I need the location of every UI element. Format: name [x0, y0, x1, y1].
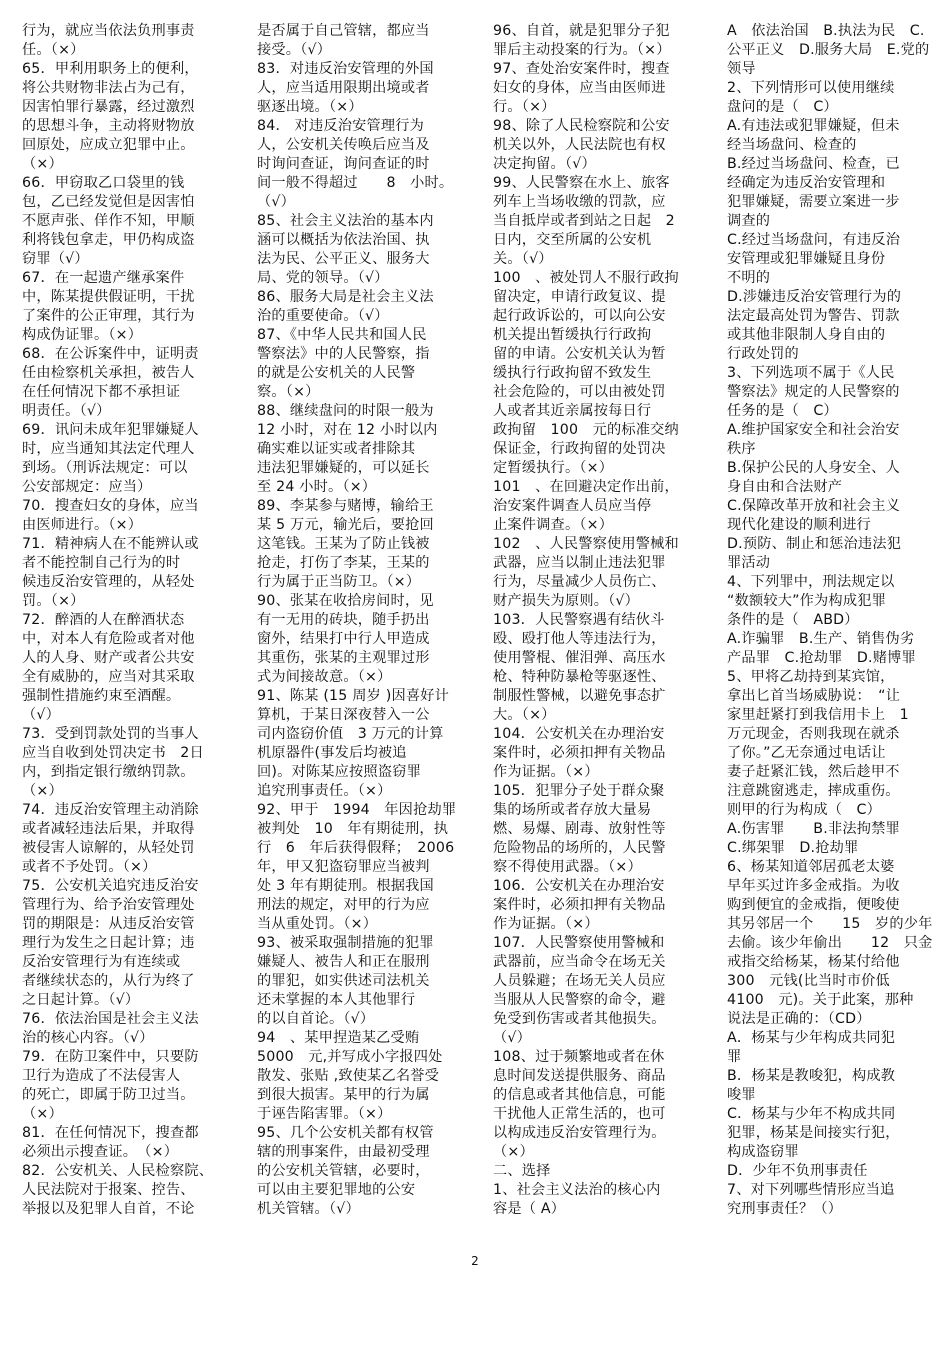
- text-line: 理行为发生之日起计算；违: [22, 935, 195, 951]
- text-line: 行政处罚的: [727, 346, 799, 362]
- text-line: 法定最高处罚为警告、罚款: [727, 308, 900, 324]
- text-line: 任由检察机关承担，被告人: [22, 365, 195, 381]
- text-line: 其另邻居一个 15 岁的少年: [727, 916, 933, 932]
- text-line: 75．公安机关追究违反治安: [22, 878, 199, 894]
- text-line: 必须出示搜查证。 （×）: [22, 1144, 179, 1160]
- text-line: 条件的是（ ABD）: [727, 612, 859, 628]
- text-line: 者继续状态的，从行为终了: [22, 973, 195, 989]
- text-line: 人或者其近亲属按每日行: [493, 403, 652, 419]
- text-line: 产品罪 C.抢劫罪 D.赌博罪: [727, 650, 916, 666]
- text-line: 91、陈某 (15 周岁 )因喜好计: [257, 688, 449, 704]
- text-line: 局、党的领导。（√）: [257, 270, 389, 286]
- text-line: 罪活动: [727, 555, 771, 571]
- text-line: 当从重处罚。（×）: [257, 916, 378, 932]
- text-line: 使用警棍、催泪弹、高压水: [493, 650, 666, 666]
- text-column-1: [22, 22, 234, 1219]
- text-line: A.有违法或犯罪嫌疑，但未: [727, 118, 900, 134]
- text-line: 制服性警械，以避免事态扩: [493, 688, 666, 704]
- text-line: “数额较大”作为构成犯罪: [727, 593, 886, 609]
- text-line: 96、自首，就是犯罪分子犯: [493, 23, 670, 39]
- text-line: 家里赶紧打到我信用卡上 1: [727, 707, 909, 723]
- text-line: 时询问查证，询问查证的时: [257, 156, 430, 172]
- text-line: 辖的刑事案件，由最初受理: [257, 1144, 430, 1160]
- text-line: 全有威胁的，应当对其采取: [22, 669, 195, 685]
- text-line: 81．在任何情况下，搜查都: [22, 1125, 199, 1141]
- text-line: 之日起计算。（√）: [22, 992, 140, 1008]
- text-line: 妻子赶紧汇钱，然后趁甲不: [727, 764, 900, 780]
- text-line: 盘问的是（ C）: [727, 99, 838, 115]
- text-line: 人民法院对于报案、控告、: [22, 1182, 195, 1198]
- text-line: 说法是正确的：（CD）: [727, 1011, 871, 1027]
- text-line: 100 、被处罚人不服行政拘: [493, 270, 679, 286]
- text-line: 因害怕罪行暴露，经过激烈: [22, 99, 195, 115]
- text-line: 举报以及犯罪人自首，不论: [22, 1201, 195, 1217]
- text-line: D．少年不负刑事责任: [727, 1163, 868, 1179]
- text-line: 领导: [727, 61, 756, 77]
- text-line: 回)。对陈某应按照盗窃罪: [257, 764, 421, 780]
- text-line: 决定拘留。（√）: [493, 156, 596, 172]
- text-line: 以构成违反治安管理行为。: [493, 1125, 666, 1141]
- text-line: 69．讯问未成年犯罪嫌疑人: [22, 422, 199, 438]
- text-line: 人，公安机关传唤后应当及: [257, 137, 430, 153]
- text-line: 免受到伤害或者其他损失。: [493, 1011, 666, 1027]
- text-line: 司内盗窃价值 3 万元的计算: [257, 726, 444, 742]
- text-line: 84． 对违反治安管理行为: [257, 118, 425, 134]
- page-number: 2: [471, 1254, 479, 1268]
- text-line: A.诈骗罪 B.生产、销售伪劣: [727, 631, 915, 647]
- text-line: 散发、张贴 ,致使某乙名誉受: [257, 1068, 440, 1084]
- text-line: 社会危险的，可以由被处罚: [493, 384, 666, 400]
- text-line: 4、下列罪中，刑法规定以: [727, 574, 895, 590]
- text-line: 算机，于某日深夜替入一公: [257, 707, 430, 723]
- text-line: 93、被采取强制措施的犯罪: [257, 935, 434, 951]
- text-line: （×）: [22, 783, 63, 799]
- text-line: 者不能控制自己行为的时: [22, 555, 181, 571]
- text-line: 或者不予处罚。（×）: [22, 859, 157, 875]
- text-line: 犯罪嫌疑，需要立案进一步: [727, 194, 900, 210]
- text-column-3: [493, 22, 705, 1219]
- text-line: 98、除了人民检察院和公安: [493, 118, 670, 134]
- text-line: 106．公安机关在办理治安: [493, 878, 665, 894]
- text-line: 违法犯罪嫌疑的，可以延长: [257, 460, 430, 476]
- text-line: 68．在公诉案件中，证明责: [22, 346, 199, 362]
- text-line: 不明的: [727, 270, 771, 286]
- text-line: 机原器件(事发后均被追: [257, 745, 407, 761]
- text-line: 式为间接故意。（×）: [257, 669, 392, 685]
- text-line: 公平正义 D.服务大局 E.党的: [727, 42, 930, 58]
- text-line: 现代化建设的顺利进行: [727, 517, 871, 533]
- text-line: 由医师进行。（×）: [22, 517, 143, 533]
- text-line: 确实难以证实或者排除其: [257, 441, 416, 457]
- text-line: 2、下列情形可以使用继续: [727, 80, 895, 96]
- text-line: 107．人民警察使用警械和: [493, 935, 665, 951]
- text-line: 108、过于频繁地或者在休: [493, 1049, 665, 1065]
- text-line: 涵可以概括为依法治国、执: [257, 232, 430, 248]
- text-line: 定暂缓执行。（×）: [493, 460, 614, 476]
- text-line: 殴、殴打他人等违法行为，: [493, 631, 666, 647]
- text-line: 驱逐出境。（×）: [257, 99, 363, 115]
- text-line: 构成伪证罪。（×）: [22, 327, 143, 343]
- text-line: 1、社会主义法治的核心内: [493, 1182, 661, 1198]
- text-line: 身自由和合法财产: [727, 479, 843, 495]
- text-line: B．杨某是教唆犯，构成教: [727, 1068, 896, 1084]
- text-line: 治的重要使命。（√）: [257, 308, 389, 324]
- text-line: （√）: [22, 707, 61, 723]
- text-line: 这笔钱。王某为了防止钱被: [257, 536, 430, 552]
- text-line: 拿出匕首当场威胁说： “让: [727, 688, 901, 704]
- text-line: （×）: [22, 156, 63, 172]
- text-line: 人员躲避；在场无关人员应: [493, 973, 666, 989]
- text-line: 机关提出暂缓执行行政拘: [493, 327, 652, 343]
- text-line: 到很大损害。某甲的行为属: [257, 1087, 430, 1103]
- text-line: 枪、特种防暴枪等驱逐性、: [493, 669, 666, 685]
- text-line: 76．依法治国是社会主义法: [22, 1011, 199, 1027]
- text-line: 89、李某参与赌博，输给王: [257, 498, 434, 514]
- text-line: 罪后主动投案的行为。（×）: [493, 42, 671, 58]
- text-line: 行为属于正当防卫。（×）: [257, 574, 421, 590]
- text-line: 的就是公安机关的人民警: [257, 365, 416, 381]
- text-line: A.伤害罪 B.非法拘禁罪: [727, 821, 900, 837]
- text-line: 处 3 年有期徒刑。根据我国: [257, 878, 434, 894]
- text-line: 作为证据。（×）: [493, 764, 599, 780]
- text-line: 关。（√）: [493, 251, 553, 267]
- text-line: 强制性措施约束至酒醒。: [22, 688, 181, 704]
- text-line: 87、《中华人民共和国人民: [257, 327, 427, 343]
- text-line: 行 6 年后获得假释； 2006: [257, 840, 455, 856]
- text-line: 日内，交至所属的公安机: [493, 232, 652, 248]
- text-line: 某 5 万元，输光后，要抢回: [257, 517, 434, 533]
- text-line: 的死亡，即属于防卫过当。: [22, 1087, 195, 1103]
- text-line: 有一无用的砖块，随手扔出: [257, 612, 430, 628]
- text-line: 了你。”乙无奈通过电话让: [727, 745, 886, 761]
- text-line: 73．受到罚款处罚的当事人: [22, 726, 199, 742]
- text-line: 戒指交给杨某，杨某付给他: [727, 954, 900, 970]
- text-line: 不愿声张、佯作不知，甲顺: [22, 213, 195, 229]
- text-line: 99、人民警察在水上、旅客: [493, 175, 670, 191]
- text-line: 究刑事责任？（）: [727, 1201, 843, 1217]
- text-line: 注意跳窗逃走，摔成重伤。: [727, 783, 900, 799]
- text-line: 将公共财物非法占为己有，: [22, 80, 195, 96]
- text-line: 调查的: [727, 213, 771, 229]
- text-line: 是否属于自己管辖，都应当: [257, 23, 430, 39]
- text-line: 嫌疑人、被告人和正在服刑: [257, 954, 430, 970]
- text-line: C.经过当场盘问，有违反治: [727, 232, 901, 248]
- text-line: 101 、在回避决定作出前，: [493, 479, 679, 495]
- text-line: 的公安机关管辖，必要时，: [257, 1163, 430, 1179]
- text-line: 构成盗窃罪: [727, 1144, 799, 1160]
- text-line: 到场。（刑诉法规定：可以: [22, 460, 188, 476]
- text-line: 行为，尽量减少人员伤亡、: [493, 574, 666, 590]
- text-line: 86、服务大局是社会主义法: [257, 289, 434, 305]
- text-line: 3、下列选项不属于《人民: [727, 365, 895, 381]
- text-line: 时，应当通知其法定代理人: [22, 441, 195, 457]
- text-line: 行。（×）: [493, 99, 556, 115]
- text-line: 至 24 小时。（×）: [257, 479, 377, 495]
- text-line: 缓执行行政拘留不致发生: [493, 365, 652, 381]
- text-line: 79．在防卫案件中，只要防: [22, 1049, 199, 1065]
- text-line: 71．精神病人在不能辨认或: [22, 536, 199, 552]
- text-line: 65．甲利用职务上的便利，: [22, 61, 199, 77]
- text-line: 任。（×）: [22, 42, 85, 58]
- text-line: （×）: [22, 1106, 63, 1122]
- text-line: C.保障改革开放和社会主义: [727, 498, 901, 514]
- text-line: 被判处 10 年有期徒刑，执: [257, 821, 449, 837]
- text-line: 案件时，必须扣押有关物品: [493, 897, 666, 913]
- text-line: 武器，应当以制止违法犯罪: [493, 555, 666, 571]
- text-line: B.保护公民的人身安全、人: [727, 460, 900, 476]
- text-line: 保证金，行政拘留的处罚决: [493, 441, 666, 457]
- text-line: 万元现金，否则我现在就杀: [727, 726, 900, 742]
- text-line: 列车上当场收缴的罚款，应: [493, 194, 666, 210]
- text-line: 窃罪（√）: [22, 251, 89, 267]
- text-column-2: [257, 22, 467, 1219]
- text-line: 人的人身、财产或者公共安: [22, 650, 195, 666]
- text-line: 案件时，必须扣押有关物品: [493, 745, 666, 761]
- text-line: 的思想斗争，主动将财物放: [22, 118, 195, 134]
- text-line: 5000 元,并写成小字报四处: [257, 1049, 443, 1065]
- text-line: 罚的期限是：从违反治安管: [22, 916, 195, 932]
- text-line: 当服从人民警察的命令，避: [493, 992, 666, 1008]
- text-line: 内，到指定银行缴纳罚款。: [22, 764, 195, 780]
- text-line: 机关管辖。（√）: [257, 1201, 360, 1217]
- text-line: D.预防、制止和惩治违法犯: [727, 536, 902, 552]
- text-line: 秩序: [727, 441, 756, 457]
- text-line: 4100 元)。关于此案，那种: [727, 992, 914, 1008]
- text-line: 95、几个公安机关都有权管: [257, 1125, 434, 1141]
- text-line: 早年买过许多金戒指。为收: [727, 878, 900, 894]
- text-line: 回原处，应成立犯罪中止。: [22, 137, 195, 153]
- text-line: 或其他非限制人身自由的: [727, 327, 886, 343]
- text-line: 其重伤，张某的主观罪过形: [257, 650, 430, 666]
- text-line: 罚。（×）: [22, 593, 85, 609]
- text-line: 购到便宜的金戒指，便唆使: [727, 897, 900, 913]
- text-line: 人，应当适用限期出境或者: [257, 80, 430, 96]
- text-line: 82．公安机关、人民检察院、: [22, 1163, 214, 1179]
- text-line: C.绑架罪 D.抢劫罪: [727, 840, 859, 856]
- text-line: A 依法治国 B.执法为民 C.: [727, 23, 925, 39]
- text-line: 中，对本人有危险或者对他: [22, 631, 195, 647]
- text-line: 5、甲将乙劫持到某宾馆，: [727, 669, 895, 685]
- text-line: 妇女的身体，应当由医师进: [493, 80, 666, 96]
- text-line: 燃、易爆、剧毒、放射性等: [493, 821, 666, 837]
- text-line: 于诬告陷害罪。（×）: [257, 1106, 392, 1122]
- text-line: C．杨某与少年不构成共同: [727, 1106, 896, 1122]
- text-line: 二、选择: [493, 1163, 551, 1179]
- text-line: 集的场所或者存放大量易: [493, 802, 652, 818]
- text-line: 经当场盘问、检查的: [727, 137, 857, 153]
- text-line: 还未掌握的本人其他罪行: [257, 992, 416, 1008]
- text-line: 卫行为造成了不法侵害人: [22, 1068, 181, 1084]
- text-line: 政拘留 100 元的标准交纳: [493, 422, 679, 438]
- text-line: 74．违反治安管理主动消除: [22, 802, 199, 818]
- text-line: A．杨某与少年构成共同犯: [727, 1030, 896, 1046]
- text-line: 应当自收到处罚决定书 2日: [22, 745, 204, 761]
- text-line: 犯罪，杨某是间接实行犯，: [727, 1125, 900, 1141]
- text-line: 法为民、公平正义、服务大: [257, 251, 430, 267]
- text-line: 财产损失为原则。（√）: [493, 593, 640, 609]
- text-line: 间一般不得超过 8 小时。: [257, 175, 454, 191]
- text-line: （×）: [493, 1144, 534, 1160]
- text-line: 70．搜查妇女的身体，应当: [22, 498, 199, 514]
- text-line: 反治安管理行为有连续或: [22, 954, 181, 970]
- text-line: 则甲的行为构成（ C）: [727, 802, 881, 818]
- text-line: B.经过当场盘问、检查，已: [727, 156, 900, 172]
- text-line: 察不得使用武器。（×）: [493, 859, 642, 875]
- text-line: 机关以外，人民法院也有权: [493, 137, 666, 153]
- text-line: 干扰他人正常生活的，也可: [493, 1106, 666, 1122]
- text-line: 中，陈某提供假证明，干扰: [22, 289, 195, 305]
- text-line: 了案件的公正审理，其行为: [22, 308, 195, 324]
- text-line: 追究刑事责任。（×）: [257, 783, 392, 799]
- text-line: 102 、人民警察使用警械和: [493, 536, 679, 552]
- text-line: 危险物品的场所的，人民警: [493, 840, 666, 856]
- text-line: 行为，就应当依法负刑事责: [22, 23, 195, 39]
- text-line: 85、社会主义法治的基本内: [257, 213, 434, 229]
- text-line: 容是（ A）: [493, 1201, 566, 1217]
- text-line: 唆罪: [727, 1087, 756, 1103]
- text-line: A.维护国家安全和社会治安: [727, 422, 900, 438]
- text-line: 72．醉酒的人在醉酒状态: [22, 612, 185, 628]
- text-line: 年，甲又犯盗窃罪应当被判: [257, 859, 430, 875]
- text-line: 92、甲于 1994 年因抢劫罪: [257, 802, 457, 818]
- text-line: 97、查处治安案件时，搜查: [493, 61, 670, 77]
- text-column-4: [727, 22, 939, 1219]
- text-line: 警察法》中的人民警察，指: [257, 346, 430, 362]
- text-line: 300 元钱(比当时市价低: [727, 973, 890, 989]
- text-line: 治的核心内容。（√）: [22, 1030, 154, 1046]
- text-line: 候违反治安管理的，从轻处: [22, 574, 195, 590]
- text-line: 警察法》规定的人民警察的: [727, 384, 900, 400]
- text-line: 可以由主要犯罪地的公安: [257, 1182, 416, 1198]
- text-line: 67．在一起遗产继承案件: [22, 270, 185, 286]
- text-line: 90、张某在收拾房间时，见: [257, 593, 434, 609]
- text-line: 安管理或犯罪嫌疑且身份: [727, 251, 886, 267]
- text-line: 治安案件调查人员应当停: [493, 498, 652, 514]
- text-line: 作为证据。（×）: [493, 916, 599, 932]
- text-line: 明责任。（√）: [22, 403, 111, 419]
- text-line: 起行政诉讼的，可以向公安: [493, 308, 666, 324]
- text-line: 被侵害人谅解的，从轻处罚: [22, 840, 195, 856]
- text-line: 公安部规定：应当）: [22, 479, 152, 495]
- text-line: D.涉嫌违反治安管理行为的: [727, 289, 902, 305]
- text-line: 94 、某甲捏造某乙受贿: [257, 1030, 420, 1046]
- text-line: 的罪犯，如实供述司法机关: [257, 973, 430, 989]
- text-line: 83．对违反治安管理的外国: [257, 61, 434, 77]
- text-line: 任务的是（ C）: [727, 403, 838, 419]
- text-line: 12 小时，对在 12 小时以内: [257, 422, 438, 438]
- text-line: 105．犯罪分子处于群众聚: [493, 783, 665, 799]
- text-line: 察。（×）: [257, 384, 320, 400]
- text-line: 去偷。该少年偷出 12 只金: [727, 935, 933, 951]
- text-line: 103．人民警察遇有结伙斗: [493, 612, 665, 628]
- text-line: 或者减轻违法后果，并取得: [22, 821, 195, 837]
- text-line: 6、杨某知道邻居孤老太婆: [727, 859, 895, 875]
- text-line: 利将钱包拿走，甲仍构成盗: [22, 232, 195, 248]
- text-line: 息时间发送提供服务、商品: [493, 1068, 666, 1084]
- text-line: 留的申请。公安机关认为暂: [493, 346, 666, 362]
- text-line: （√）: [257, 194, 296, 210]
- text-line: 留决定，申请行政复议、提: [493, 289, 666, 305]
- text-line: 7、对下列哪些情形应当追: [727, 1182, 895, 1198]
- text-line: 当自抵岸或者到站之日起 2: [493, 213, 675, 229]
- text-line: 104．公安机关在办理治安: [493, 726, 665, 742]
- text-line: 包，乙已经发觉但是因害怕: [22, 194, 195, 210]
- text-line: 经确定为违反治安管理和: [727, 175, 886, 191]
- text-line: 刑法的规定，对甲的行为应: [257, 897, 430, 913]
- text-line: 的以自首论。（√）: [257, 1011, 375, 1027]
- text-line: 抢走，打伤了李某，王某的: [257, 555, 430, 571]
- text-line: 止案件调查。（×）: [493, 517, 614, 533]
- text-line: 的信息或者其他信息，可能: [493, 1087, 666, 1103]
- text-line: 管理行为、给予治安管理处: [22, 897, 195, 913]
- text-line: 窗外，结果打中行人甲造成: [257, 631, 430, 647]
- text-line: 武器前，应当命令在场无关: [493, 954, 666, 970]
- text-line: 88、继续盘问的时限一般为: [257, 403, 434, 419]
- text-line: 在任何情况下都不承担证: [22, 384, 181, 400]
- text-line: 罪: [727, 1049, 742, 1065]
- text-line: 接受。（√）: [257, 42, 332, 58]
- text-line: （√）: [493, 1030, 532, 1046]
- text-line: 66．甲窃取乙口袋里的钱: [22, 175, 185, 191]
- text-line: 大。（×）: [493, 707, 556, 723]
